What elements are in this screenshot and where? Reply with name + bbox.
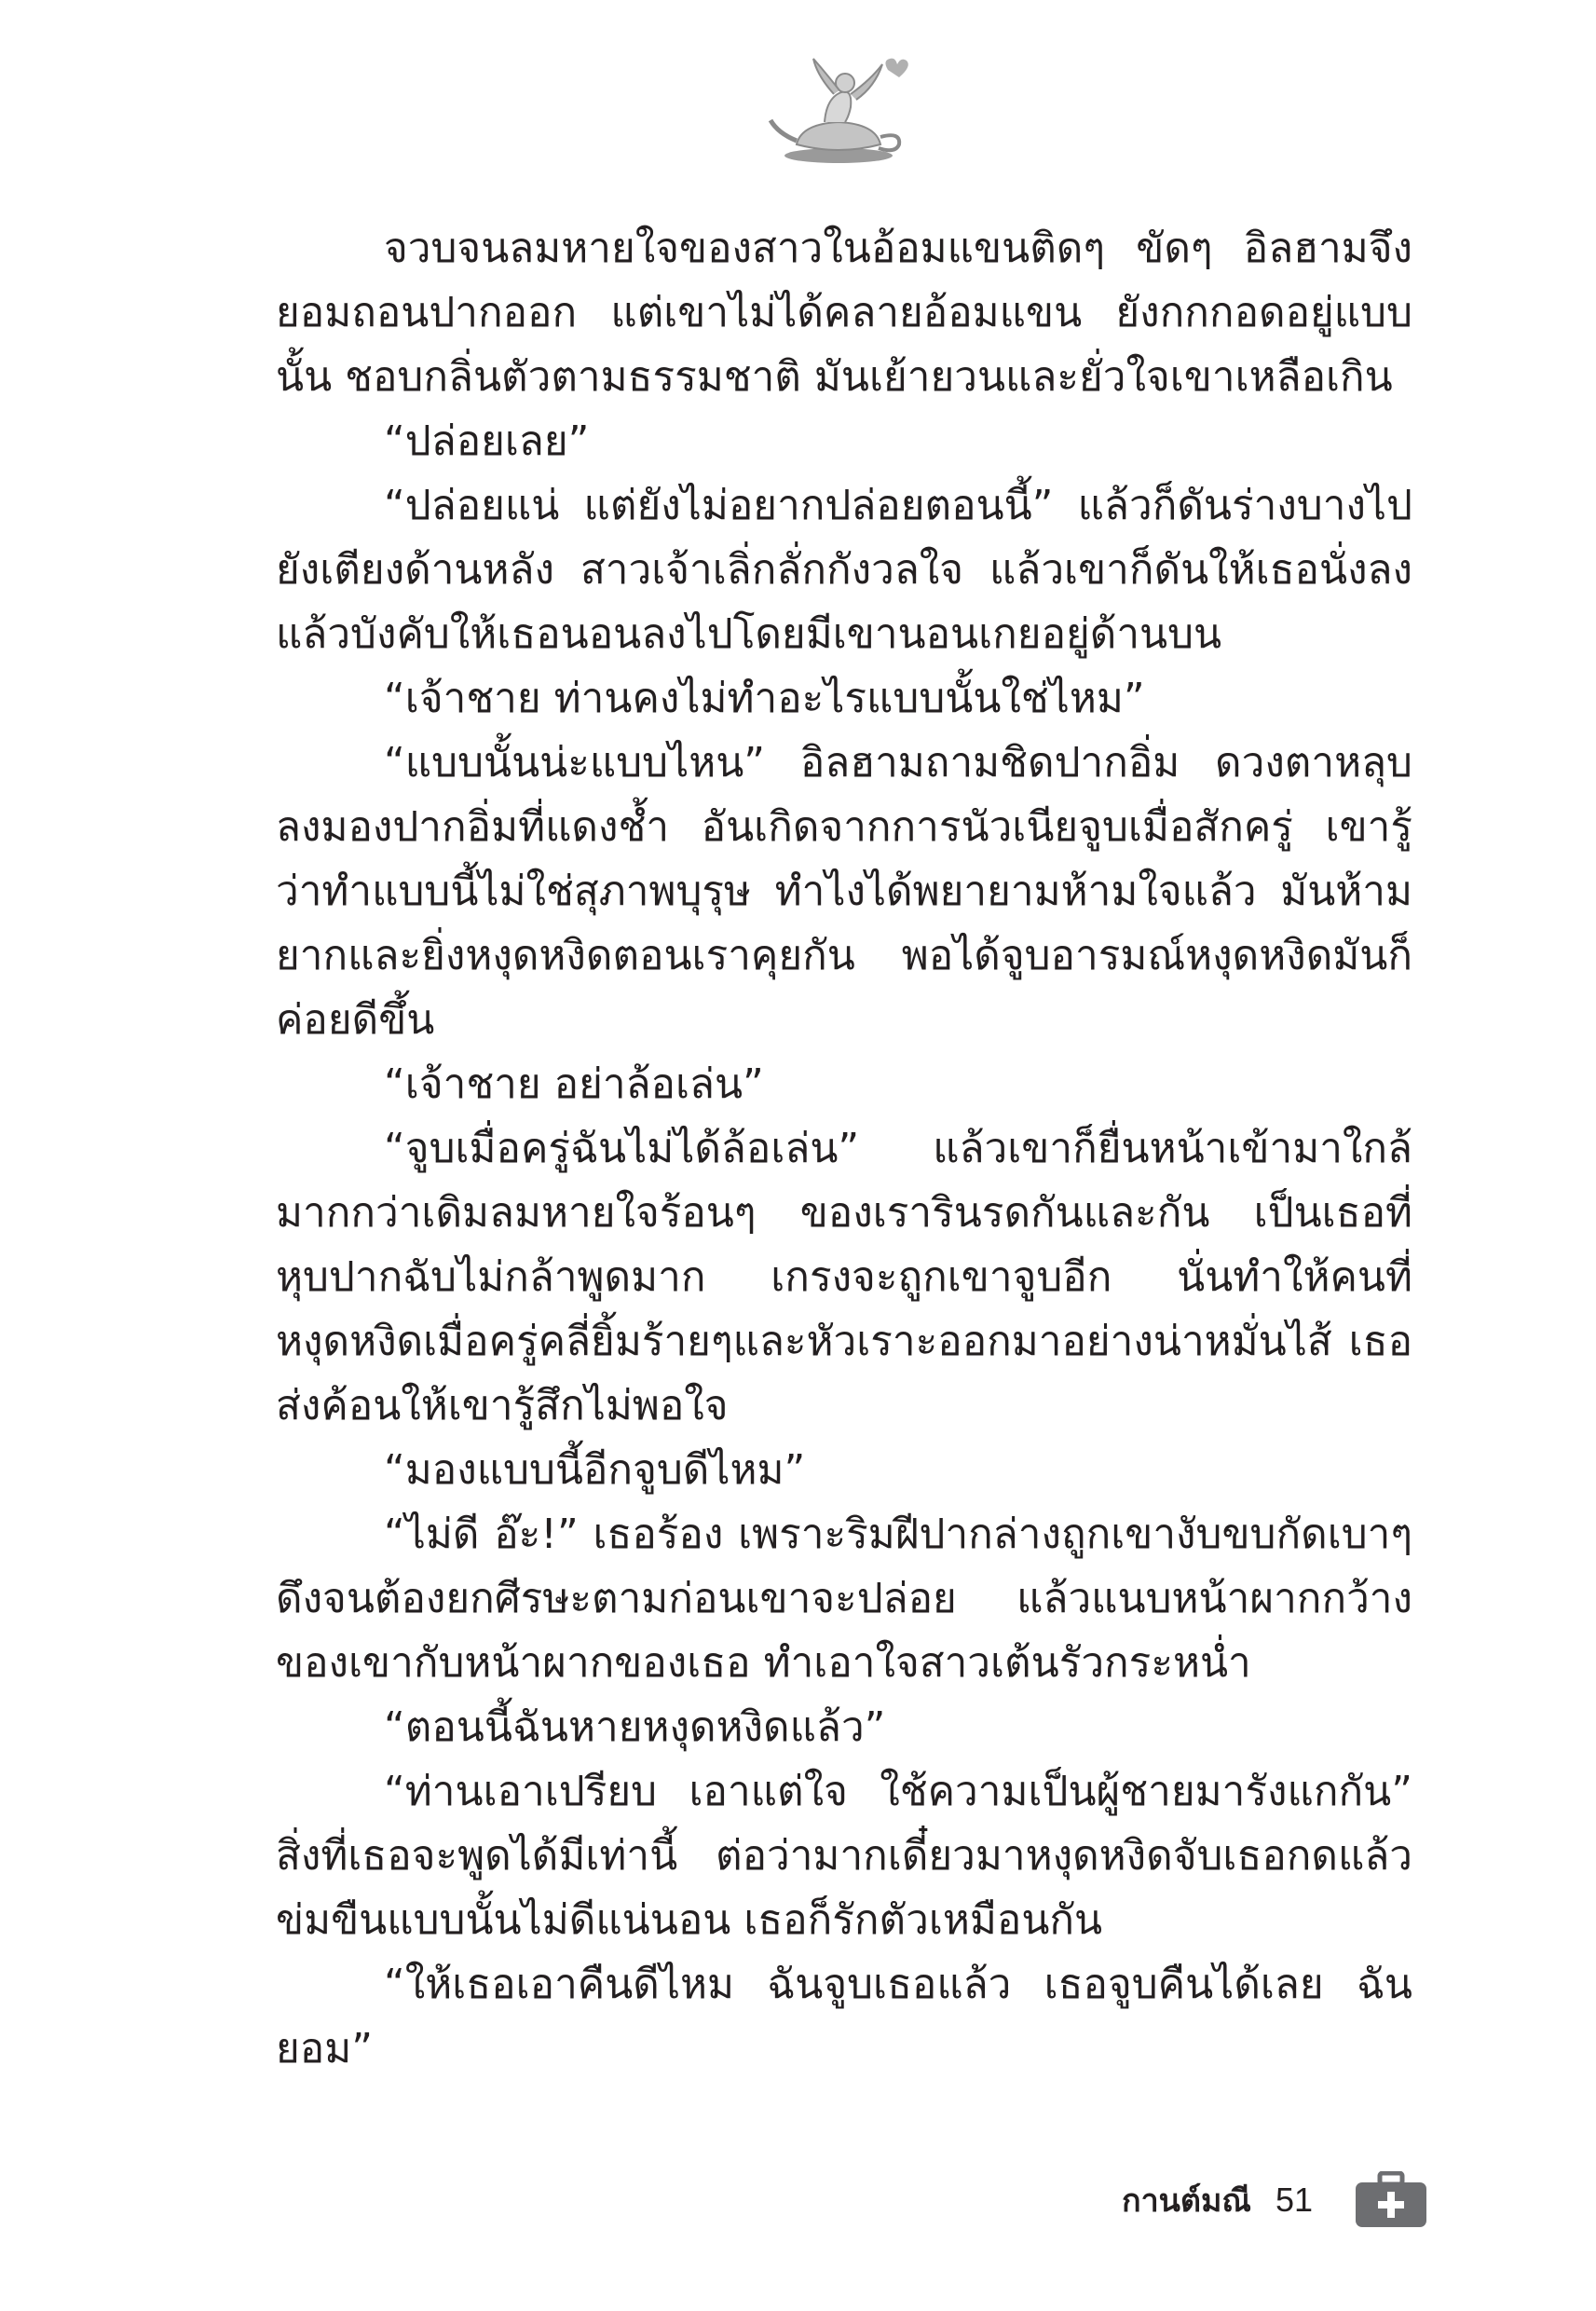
paragraph: “เจ้าชาย อย่าล้อเล่น” [384, 1060, 764, 1108]
paragraph: “มองแบบนี้อีกจูบดีไหม” [384, 1446, 806, 1494]
paragraph: “จูบเมื่อครู่ฉันไม่ได้ล้อเล่น” แล้วเขาก็ยื่นหน้าเข้ามาใกล้มากกว่าเดิมลมหายใจร้อนๆ ของเรารินรดกันและกัน เป็นเธอที่หุบปากฉับไม่กล้าพูดมาก เกรงจะถูกเขาจูบอีก นั่นทำให้คนที่หงุดหงิดเมื่อครู่คลี่ยิ้มร้ายๆและหัวเราะออกมาอย่างน่าหมั่นไส้ เธอส่งค้อนให้เขารู้สึกไม่พอใจ [276, 1125, 1412, 1429]
paragraph: “แบบนั้นน่ะแบบไหน” อิลฮามถามชิดปากอิ่ม ดวงตาหลุบลงมองปากอิ่มที่แดงช้ำ อันเกิดจากการนัวเนียจูบเมื่อสักครู่ เขารู้ว่าทำแบบนี้ไม่ใช่สุภาพบุรุษ ทำไงได้พยายามห้ามใจแล้ว มันห้ามยากและยิ่งหงุดหงิดตอนเราคุยกัน พอได้จูบอารมณ์หงุดหงิดมันก็ค่อยดีขึ้น [276, 739, 1412, 1044]
paragraph: “เจ้าชาย ท่านคงไม่ทำอะไรแบบนั้นใช่ไหม” [384, 675, 1145, 722]
paragraph: จวบจนลมหายใจของสาวในอ้อมแขนติดๆ ขัดๆ อิลฮามจึงยอมถอนปากออก แต่เขาไม่ได้คลายอ้อมแขน ยังกกกอดอยู่แบบนั้น ชอบกลิ่นตัวตามธรรมชาติ มันเย้ายวนและยั่วใจเขาเหลือเกิน [276, 225, 1412, 401]
paragraph: “ท่านเอาเปรียบ เอาแต่ใจ ใช้ความเป็นผู้ชายมารังแกกัน” สิ่งที่เธอจะพูดได้มีเท่านี้ ต่อว่ามากเดี๋ยวมาหงุดหงิดจับเธอกดแล้วข่มขืนแบบนั้นไม่ดีแน่นอน เธอก็รักตัวเหมือนกัน [276, 1768, 1412, 1944]
paragraph: “ไม่ดี อ๊ะ!” เธอร้อง เพราะริมฝีปากล่างถูกเขางับขบกัดเบาๆดึงจนต้องยกศีรษะตามก่อนเขาจะปล่อย แล้วแนบหน้าผากกว้างของเขากับหน้าผากของเธอ ทำเอาใจสาวเต้นรัวกระหน่ำ [276, 1511, 1412, 1687]
paragraph: “ตอนนี้ฉันหายหงุดหงิดแล้ว” [384, 1703, 886, 1751]
paragraph: “ให้เธอเอาคืนดีไหม ฉันจูบเธอแล้ว เธอจูบคืนได้เลย ฉันยอม” [276, 1961, 1412, 2072]
paragraph: “ปล่อยเลย” [384, 417, 590, 465]
first-aid-kit-icon [1354, 2171, 1428, 2229]
page-footer [1122, 2171, 1428, 2229]
book-title: กานต์มณี [1121, 2182, 1251, 2220]
cupid-teapot-ornament-icon [759, 51, 918, 172]
page-number: 51 [1275, 2181, 1313, 2219]
body-text [276, 216, 1412, 2081]
paragraph: “ปล่อยแน่ แต่ยังไม่อยากปล่อยตอนนี้” แล้วก็ดันร่างบางไปยังเตียงด้านหลัง สาวเจ้าเลิ่กลั่กกังวลใจ แล้วเขาก็ดันให้เธอนั่งลงแล้วบังคับให้เธอนอนลงไปโดยมีเขานอนเกยอยู่ด้านบน [276, 482, 1412, 658]
